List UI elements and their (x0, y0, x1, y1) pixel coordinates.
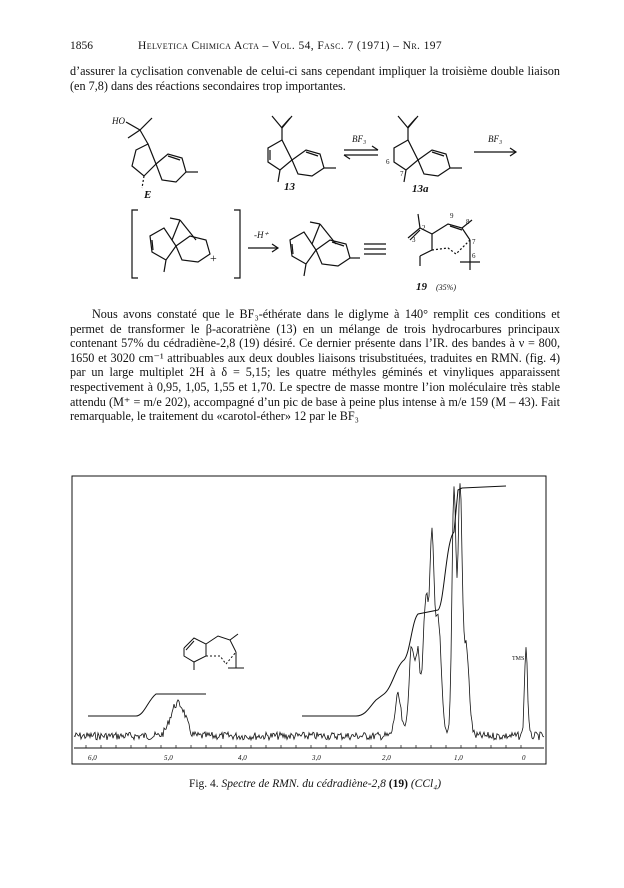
tick-label-6: 6,0 (88, 754, 97, 762)
num-6a: 6 (386, 158, 390, 166)
tick-label-2: 2,0 (382, 754, 391, 762)
yield-19: (35%) (436, 283, 456, 292)
paragraph-main-text: Nous avons constaté que le BF₃-éthérate dans le diglyme à 140° remplit ces conditions et permet de transformer le β-acoratriène (13) en un mélange de trois hydrocarbures principaux contenant 57% du cédradiène-2,8 (19) désiré. Ce dernier présente dans l’IR. des bandes à ν = 800, 1650 et 3020 cm⁻¹ attribuables aux deux doubles liaisons trisubstituées, traduites en RMN. (fig. 4) par un large multiplet 2H à δ = 5,15; les quatre méthyles géminés et vinyliques apparaissent respectivement à 0,95, 1,05, 1,55 et 1,70. Le spectre de masse montre l’ion moléculaire très stable attendu (M⁺ = m/e 202), accompagné d’un pic de base à peine plus intense à m/e 159 (M – 43). Fait remarquable, le traitement du «carotol-éther» 12 par le BF₃ (70, 307, 560, 424)
structure-19a (290, 222, 360, 276)
paragraph-top: d’assurer la cyclisation convenable de celui-ci sans cependant impliquer la troisième double liaison (en 7,8) dans des réactions secondaires trop importantes. (70, 64, 560, 93)
caption-compound: (19) (388, 778, 408, 790)
tick-label-4: 4,0 (238, 754, 247, 762)
forward-arrow-2 (248, 230, 278, 252)
num-2: 2 (422, 224, 426, 232)
forward-arrow-1 (474, 134, 516, 156)
caption-text: Spectre de RMN. du cédradiène-2,8 (221, 778, 386, 790)
caption-prefix: Fig. 4. (188, 778, 219, 790)
reaction-scheme-drawing (60, 110, 570, 300)
equilibrium-arrows (344, 134, 378, 159)
num-9: 9 (450, 212, 454, 220)
tms-label: TMS (512, 656, 525, 662)
identity-sign (364, 244, 386, 254)
nmr-spectrum (66, 470, 550, 775)
reagent-bf3-1: BF₃ (352, 134, 367, 144)
axis-tick-labels (88, 754, 526, 762)
spectrum-frame (72, 476, 546, 764)
paragraph-main (70, 307, 560, 424)
tick-label-1: 1,0 (454, 754, 463, 762)
tick-label-5: 5,0 (164, 754, 173, 762)
running-head: Helvetica Chimica Acta – Vol. 54, Fasc. 7 (1971) – Nr. 197 (138, 40, 443, 52)
num-3: 3 (412, 236, 416, 244)
integral-curve (88, 486, 506, 716)
label-13a: 13a (412, 183, 429, 195)
structure-13a (386, 116, 462, 195)
num-6b: 6 (472, 252, 476, 260)
reagent-bf3-2: BF₃ (488, 134, 503, 144)
structure-19 (408, 212, 480, 293)
page-header (70, 40, 560, 56)
plus-charge: + (210, 251, 217, 265)
ho-label: HO (112, 116, 125, 126)
label-E: E (144, 189, 152, 201)
num-7a: 7 (400, 170, 404, 178)
structure-13 (268, 116, 336, 193)
tick-label-0: 0 (522, 754, 526, 762)
structure-E (111, 116, 198, 201)
inset-structure (184, 634, 244, 670)
caption-solvent: (CCl₄) (410, 778, 442, 790)
page-number: 1856 (70, 40, 93, 52)
nmr-spectrum-plot (66, 470, 550, 770)
structure-cation (132, 210, 240, 278)
num-7b: 7 (472, 238, 476, 246)
num-8: 8 (466, 218, 470, 226)
figure-caption (70, 778, 560, 790)
reagent-h: -H⁺ (254, 230, 269, 240)
reaction-scheme (60, 110, 570, 305)
label-19: 19 (416, 281, 427, 293)
tick-label-3: 3,0 (312, 754, 321, 762)
spectrum-trace (74, 483, 544, 740)
label-13: 13 (284, 181, 295, 193)
